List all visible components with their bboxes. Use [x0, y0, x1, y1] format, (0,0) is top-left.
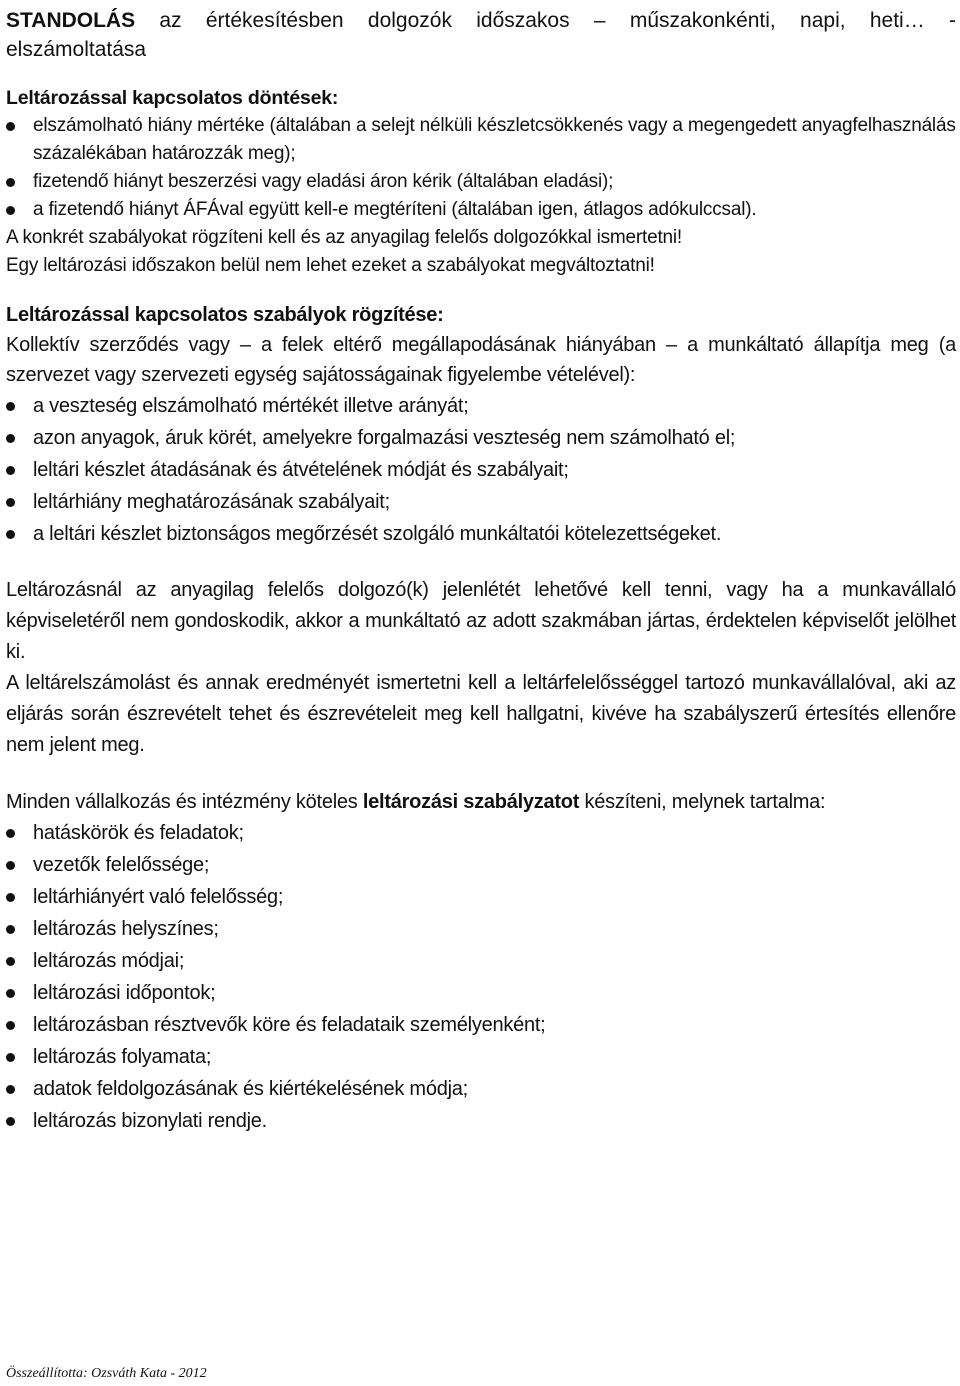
- regulation-intro-after: készíteni, melynek tartalma:: [579, 791, 826, 813]
- decisions-list: [6, 112, 956, 224]
- page-footer: Összeállította: Ozsváth Kata - 2012: [6, 1366, 207, 1381]
- title-bold-term: STANDOLÁS: [6, 9, 136, 32]
- list-item-text: leltárhiányért való felelősség;: [33, 886, 284, 908]
- list-item: [6, 454, 956, 486]
- bullet-icon: [6, 893, 15, 902]
- list-item: [6, 518, 956, 550]
- list-item-text: a leltári készlet biztonságos megőrzését szolgáló munkáltatói kötelezettségeket.: [33, 523, 722, 545]
- list-item: [6, 390, 956, 422]
- settlement-paragraph: A leltárelszámolást és annak eredményét ismertetni kell a leltárfelelősséggel tartozó munkavállalóval, aki az eljárás során észrevételt tehet és észrevételeit meg kell hallgatni, kivéve ha szabályszerű értesítés ellenőre nem jelent meg.: [6, 672, 956, 756]
- rules-intro: Kollektív szerződés vagy – a felek eltérő megállapodásának hiányában – a munkáltató állapítja meg (a szervezet vagy szervezeti egység sajátosságainak figyelembe vételével):: [6, 334, 956, 386]
- bullet-icon: [6, 861, 15, 870]
- bullet-icon: [6, 402, 15, 411]
- bullet-icon: [6, 989, 15, 998]
- presence-paragraph: Leltározásnál az anyagilag felelős dolgozó(k) jelenlétét lehetővé kell tenni, vagy ha a munkavállaló képviseletéről nem gondoskodik, akkor a munkáltató az adott szakmában jártas, érdektelen képviselőt jelölhet ki.: [6, 579, 956, 663]
- list-item: [6, 1009, 956, 1041]
- bullet-icon: [6, 1085, 15, 1094]
- presence-section: [6, 575, 956, 761]
- document-page: [6, 6, 956, 1137]
- list-item: [6, 881, 956, 913]
- list-item: [6, 913, 956, 945]
- list-item-text: leltározás helyszínes;: [33, 918, 219, 940]
- list-item-text: leltározás folyamata;: [33, 1046, 212, 1068]
- rules-list: [6, 390, 956, 550]
- list-item-text: leltározásban résztvevők köre és feladataik személyenként;: [33, 1014, 546, 1036]
- list-item: [6, 168, 956, 196]
- bullet-icon: [6, 1021, 15, 1030]
- bullet-icon: [6, 466, 15, 475]
- title-line2: elszámoltatása: [6, 38, 147, 61]
- decisions-heading: Leltározással kapcsolatos döntések:: [6, 87, 339, 109]
- rules-section: [6, 300, 956, 550]
- list-item: [6, 817, 956, 849]
- list-item: [6, 1041, 956, 1073]
- rules-heading: Leltározással kapcsolatos szabályok rögzítése:: [6, 304, 444, 326]
- list-item-text: leltárhiány meghatározásának szabályait;: [33, 491, 390, 513]
- list-item-text: leltározás módjai;: [33, 950, 185, 972]
- regulation-list: [6, 817, 956, 1137]
- list-item: [6, 849, 956, 881]
- list-item-text: fizetendő hiányt beszerzési vagy eladási áron kérik (általában eladási);: [33, 171, 614, 192]
- list-item-text: a fizetendő hiányt ÁFÁval együtt kell-e megtéríteni (általában igen, átlagos adókulccsal).: [33, 199, 757, 220]
- bullet-icon: [6, 957, 15, 966]
- document-title: [6, 6, 956, 35]
- list-item: [6, 422, 956, 454]
- regulation-section: [6, 787, 956, 1137]
- regulation-intro-before: Minden vállalkozás és intézmény köteles: [6, 791, 363, 813]
- bullet-icon: [6, 434, 15, 443]
- title-line1-rest: az értékesítésben dolgozók időszakos – műszakonkénti, napi, heti… -: [135, 9, 956, 32]
- decisions-note-2: Egy leltározási időszakon belül nem lehet ezeket a szabályokat megváltoztatni!: [6, 255, 655, 276]
- bullet-icon: [6, 1117, 15, 1126]
- list-item-text: azon anyagok, áruk körét, amelyekre forgalmazási veszteség nem számolható el;: [33, 427, 736, 449]
- bullet-icon: [6, 206, 15, 215]
- list-item: [6, 196, 956, 224]
- list-item-text: leltározás bizonylati rendje.: [33, 1110, 267, 1132]
- bullet-icon: [6, 498, 15, 507]
- bullet-icon: [6, 122, 15, 131]
- list-item-text: leltári készlet átadásának és átvételének módját és szabályait;: [33, 459, 569, 481]
- bullet-icon: [6, 1053, 15, 1062]
- list-item: [6, 1105, 956, 1137]
- list-item: [6, 945, 956, 977]
- list-item: [6, 486, 956, 518]
- bullet-icon: [6, 178, 15, 187]
- bullet-icon: [6, 925, 15, 934]
- bullet-icon: [6, 829, 15, 838]
- list-item: [6, 112, 956, 168]
- list-item: [6, 1073, 956, 1105]
- decisions-section: [6, 84, 956, 280]
- regulation-intro-bold: leltározási szabályzatot: [362, 791, 580, 813]
- bullet-icon: [6, 530, 15, 539]
- list-item-text: vezetők felelőssége;: [33, 854, 210, 876]
- list-item-text: a veszteség elszámolható mértékét illetve arányát;: [33, 395, 469, 417]
- regulation-intro: [6, 787, 956, 817]
- list-item-text: leltározási időpontok;: [33, 982, 216, 1004]
- decisions-note-1: A konkrét szabályokat rögzíteni kell és az anyagilag felelős dolgozókkal ismertetni!: [6, 227, 683, 248]
- list-item-text: hatáskörök és feladatok;: [33, 822, 244, 844]
- list-item: [6, 977, 956, 1009]
- list-item-text: adatok feldolgozásának és kiértékelésének módja;: [33, 1078, 468, 1100]
- list-item-text: elszámolható hiány mértéke (általában a selejt nélküli készletcsökkenés vagy a megengedett anyagfelhasználás százalékában határozzák meg);: [33, 115, 956, 164]
